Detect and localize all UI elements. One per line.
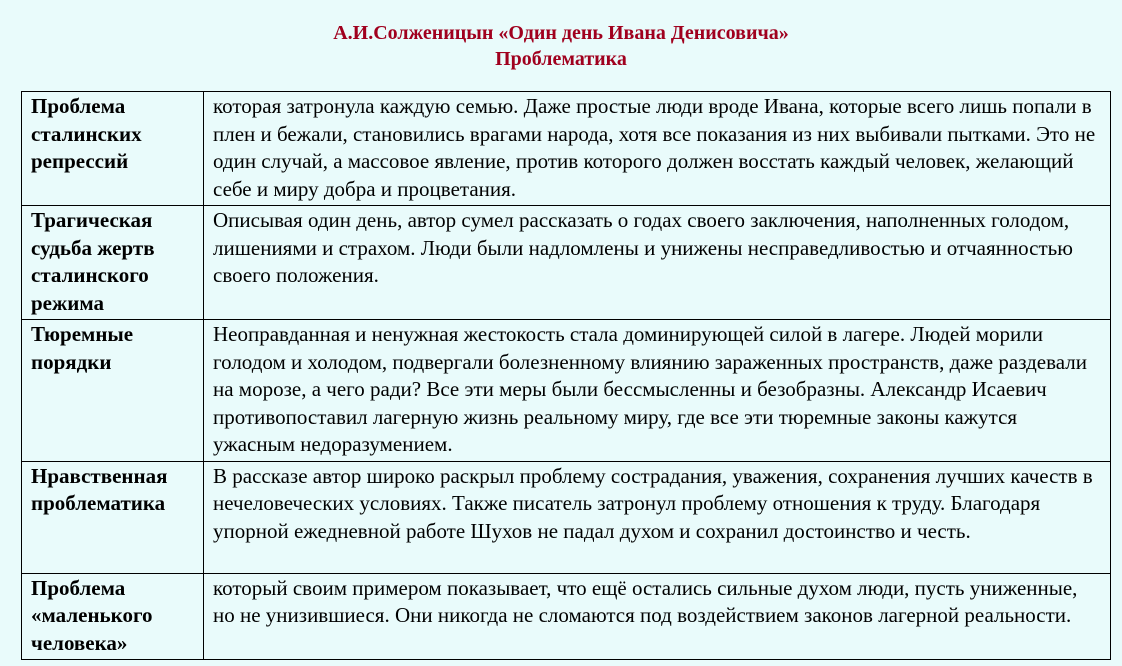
problem-description-cell: В рассказе автор широко раскрыл проблему сострадания, уважения, сохранения лучших качеств в нечеловеческих условиях. Также писатель затронул проблему отношения к труду. Благодаря упорной ежедневной работе Шухов не падал духом и сохранил достоинство и честь. <box>204 461 1111 573</box>
problems-table <box>21 91 1111 660</box>
table-row <box>22 573 1111 660</box>
table-row <box>22 461 1111 573</box>
table-row <box>22 320 1111 462</box>
problem-name-cell: Трагическая судьба жертв сталинского режима <box>22 206 204 320</box>
problem-description-cell: который своим примером показывает, что ещё остались сильные духом люди, пусть униженные, но не унизившиеся. Они никогда не сломаются под воздействием законов лагерной реальности. <box>204 573 1111 660</box>
problem-name-cell: Проблема «маленького человека» <box>22 573 204 660</box>
problem-name-cell: Тюремные порядки <box>22 320 204 462</box>
problem-name-cell: Нравственная проблематика <box>22 461 204 573</box>
problem-description-cell: Описывая один день, автор сумел рассказать о годах своего заключения, наполненных голодом, лишениями и страхом. Люди были надломлены и унижены несправедливостью и отчаянностью своего положения. <box>204 206 1111 320</box>
document-subtitle: Проблематика <box>495 48 627 70</box>
problem-description-cell: Неоправданная и ненужная жестокость стала доминирующей силой в лагере. Людей морили голодом и холодом, подвергали болезненному влиянию зараженных пространств, даже раздевали на морозе, а чего ради? Все эти меры были бессмысленны и безобразны. Александр Исаевич противопоставил лагерную жизнь реальному миру, где все эти тюремные законы кажутся ужасным недоразумением. <box>204 320 1111 462</box>
problem-description-cell: которая затронула каждую семью. Даже простые люди вроде Ивана, которые всего лишь попали в плен и бежали, становились врагами народа, хотя все показания из них выбивали пытками. Это не один случай, а массовое явление, против которого должен восстать каждый человек, желающий себе и миру добра и процветания. <box>204 92 1111 206</box>
problem-name-cell: Проблема сталинских репрессий <box>22 92 204 206</box>
table-row <box>22 206 1111 320</box>
document-title: А.И.Солженицын «Один день Ивана Денисовича» <box>333 22 789 44</box>
table-row <box>22 92 1111 206</box>
